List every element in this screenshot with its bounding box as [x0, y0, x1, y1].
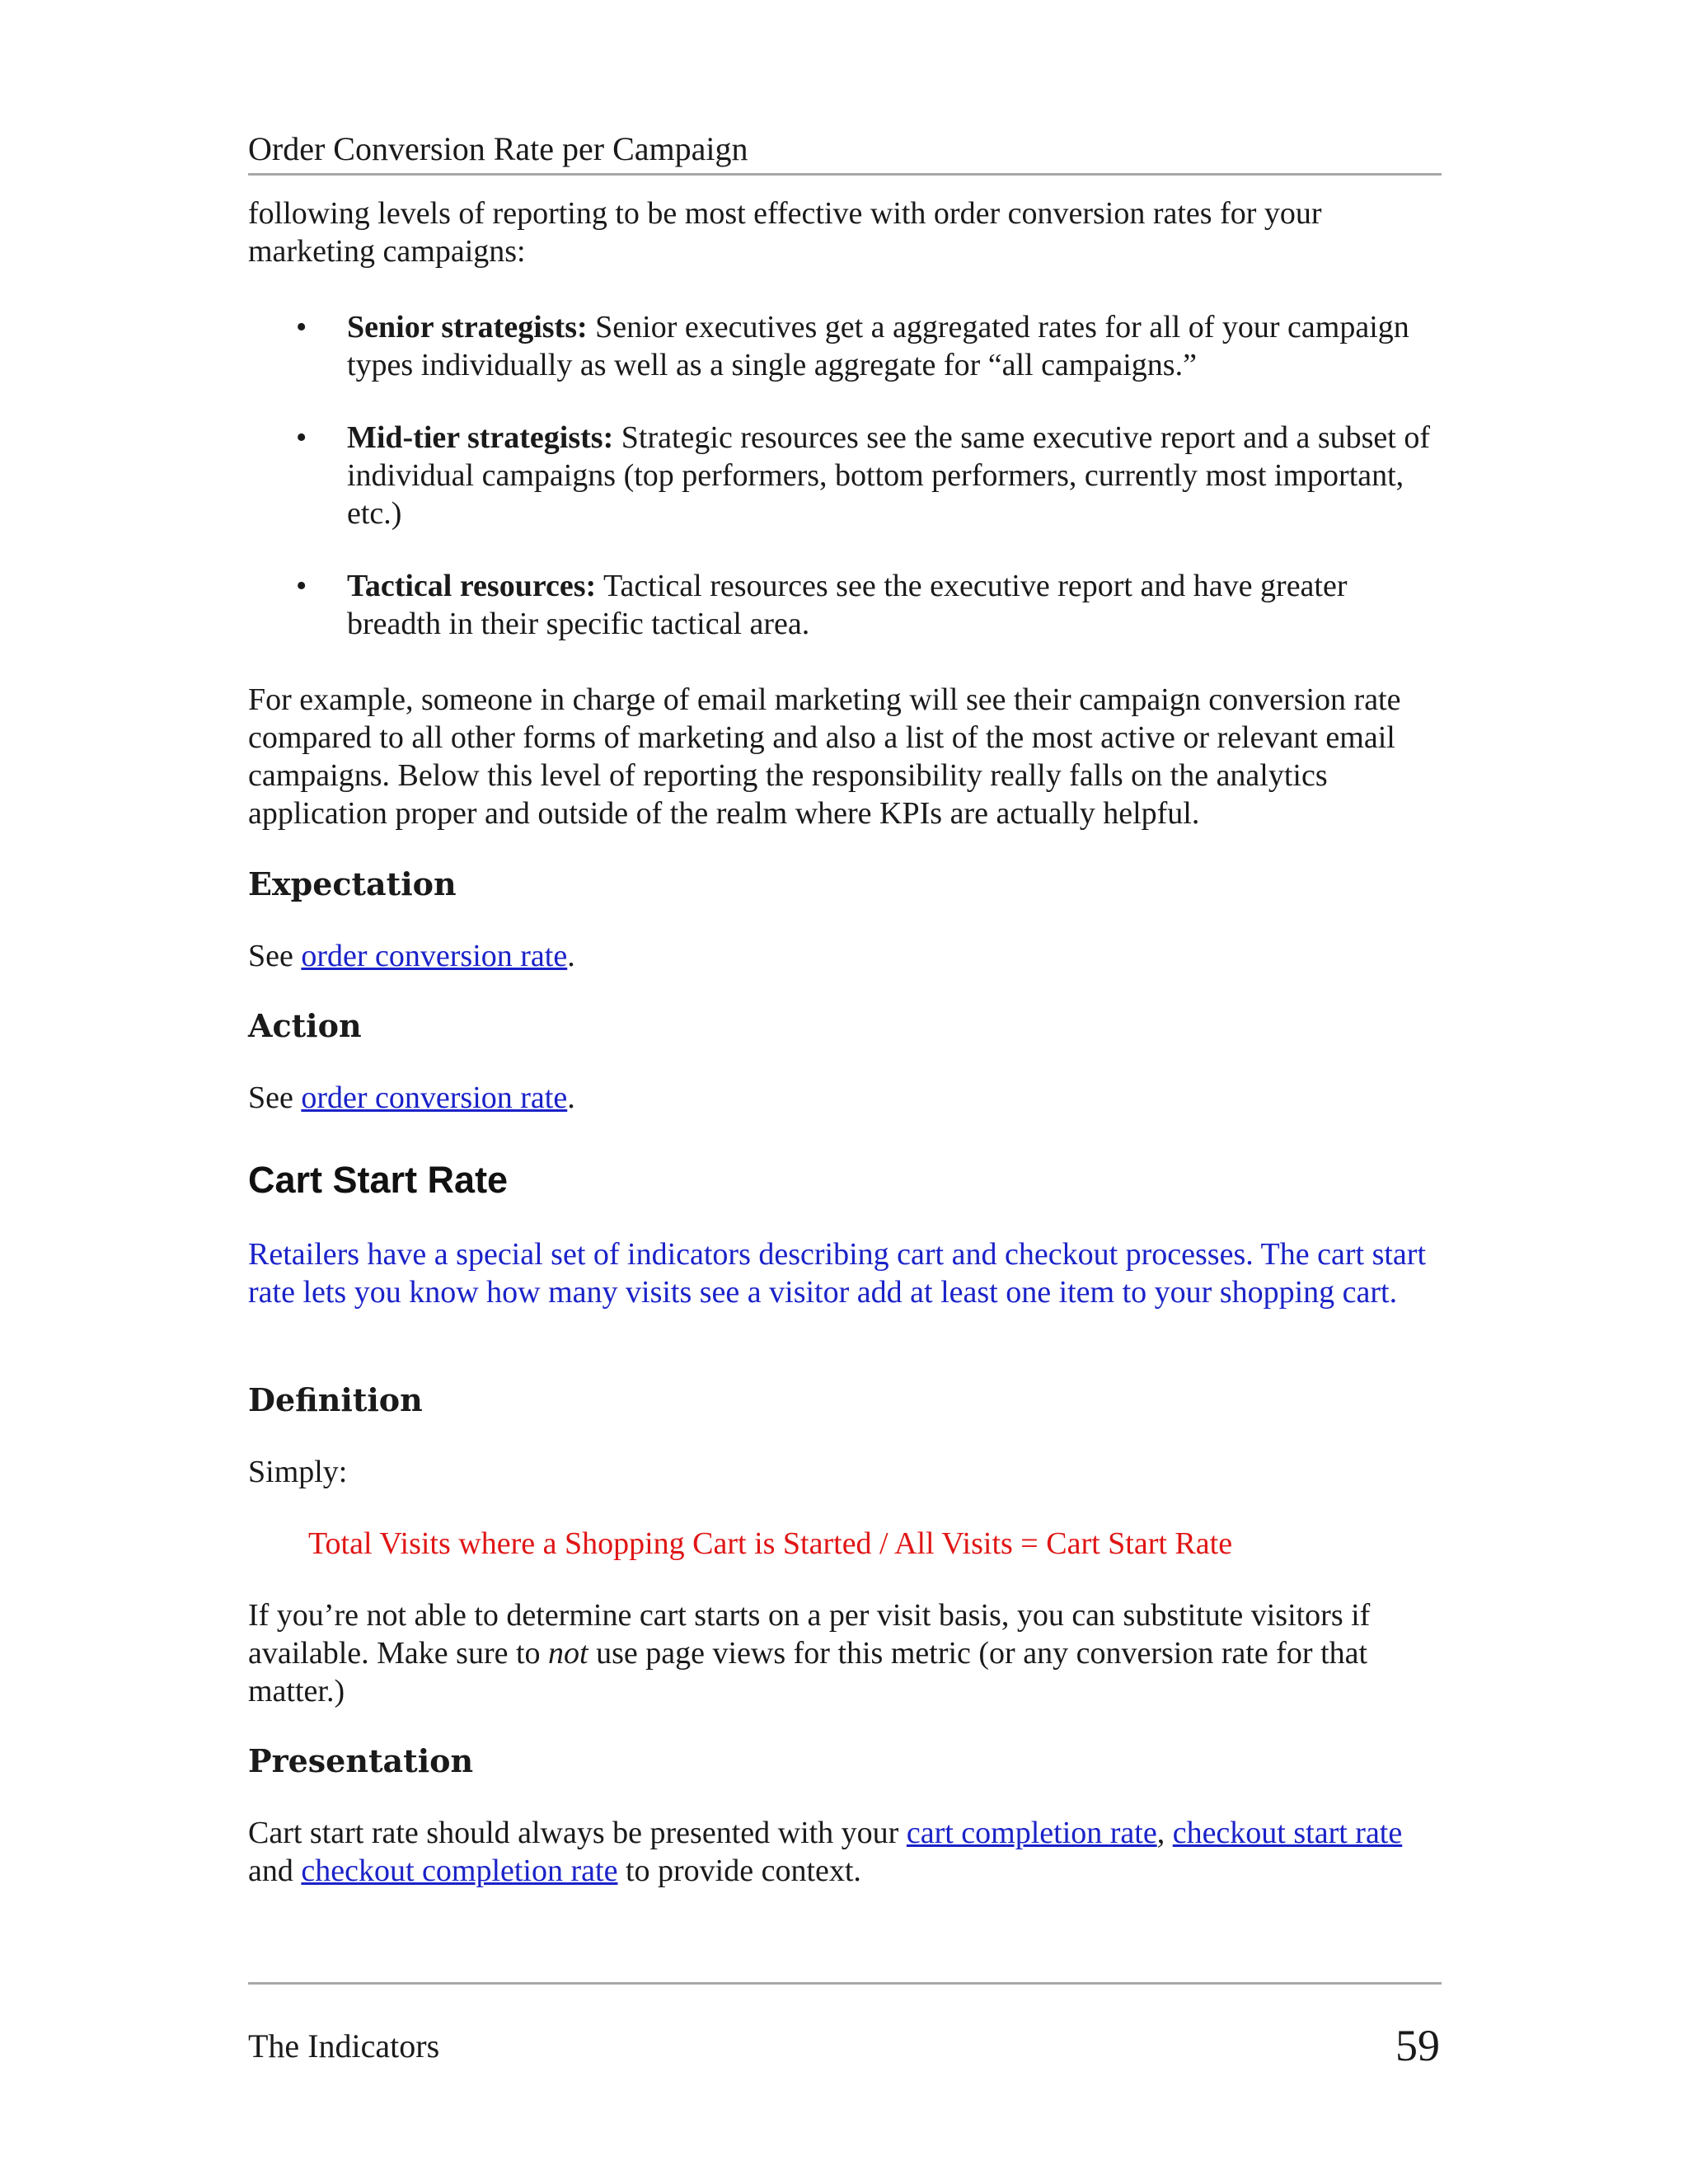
presentation-text: to provide context.	[617, 1854, 861, 1888]
page-number: 59	[1395, 2021, 1440, 2070]
footer-rule	[248, 1982, 1442, 1985]
intro-text: following levels of reporting to be most effective with order conversion rates for your marketing campaigns:	[248, 196, 1322, 269]
list-item-text: Strategic resources see the same executive report and a subset of individual campaigns (top performers, bottom performers, currently most important, etc.)	[347, 420, 1431, 531]
cart-intro-paragraph	[248, 1235, 1442, 1311]
presentation-text: and	[248, 1854, 302, 1888]
order-conversion-rate-link[interactable]: order conversion rate	[301, 939, 568, 973]
list-item-term: Tactical resources:	[347, 569, 597, 603]
presentation-paragraph	[248, 1814, 1442, 1890]
list-item	[248, 419, 1442, 532]
example-text: For example, someone in charge of email marketing will see their campaign conversion rate compared to all other forms of marketing and also a list of the most active or relevant email campaigns. Below this level of reporting the responsibility really falls on the analytics application proper and outside of the realm where KPIs are actually helpful.	[248, 682, 1401, 831]
action-suffix: .	[567, 1080, 575, 1115]
running-header: Order Conversion Rate per Campaign	[248, 127, 1442, 176]
expectation-prefix: See	[248, 939, 302, 973]
list-item-term: Mid-tier strategists:	[347, 420, 614, 455]
list-item-term: Senior strategists:	[347, 310, 588, 344]
note-text: use page views for this metric (or any conversion rate for that matter.)	[248, 1636, 1368, 1708]
action-heading: Action	[248, 1007, 362, 1044]
action-body	[248, 1079, 1442, 1117]
presentation-heading: Presentation	[248, 1742, 474, 1779]
definition-section	[248, 1381, 1442, 1419]
order-conversion-rate-link[interactable]: order conversion rate	[301, 1080, 568, 1115]
list-item-text: Tactical resources see the executive report and have greater breadth in their specific tactical area.	[347, 569, 1348, 641]
expectation-suffix: .	[567, 939, 575, 973]
example-paragraph	[248, 681, 1442, 832]
definition-heading: Definition	[248, 1381, 423, 1418]
expectation-heading: Expectation	[248, 865, 457, 902]
expectation-section	[248, 865, 1442, 903]
bullet-icon: •	[296, 420, 307, 455]
cart-intro-text: Retailers have a special set of indicators describing cart and checkout processes. The cart start rate lets you know how many visits see a visitor add at least one item to your shopping cart.	[248, 1237, 1427, 1310]
simply-paragraph	[248, 1453, 1442, 1491]
checkout-start-rate-link[interactable]: checkout start rate	[1172, 1816, 1403, 1850]
action-prefix: See	[248, 1080, 302, 1115]
formula-paragraph	[248, 1525, 1442, 1563]
list-item	[248, 308, 1442, 384]
list-item-text: Senior executives get a aggregated rates for all of your campaign types individually as well as a single aggregate for “all campaigns.”	[347, 310, 1409, 382]
note-text: If you’re not able to determine cart starts on a per visit basis, you can substitute visitors if available. Make sure to	[248, 1598, 1371, 1671]
bullet-icon: •	[296, 310, 307, 344]
presentation-text: Cart start rate should always be presented with your	[248, 1816, 907, 1850]
reporting-levels-list	[248, 308, 1442, 643]
note-paragraph	[248, 1596, 1442, 1710]
section-title: Cart Start Rate	[248, 1159, 509, 1201]
list-item	[248, 567, 1442, 643]
bullet-icon: •	[296, 569, 307, 603]
note-emphasis: not	[548, 1636, 588, 1671]
cart-start-rate-section	[248, 1158, 1442, 1202]
cart-completion-rate-link[interactable]: cart completion rate	[906, 1816, 1157, 1850]
action-section	[248, 1007, 1442, 1045]
footer-section-name: The Indicators	[248, 2027, 440, 2064]
checkout-completion-rate-link[interactable]: checkout completion rate	[301, 1854, 618, 1888]
expectation-body	[248, 937, 1442, 975]
intro-paragraph	[248, 194, 1442, 270]
simply-text: Simply:	[248, 1455, 348, 1489]
presentation-section	[248, 1742, 1442, 1780]
formula-text: Total Visits where a Shopping Cart is Started / All Visits = Cart Start Rate	[308, 1526, 1233, 1561]
presentation-text: ,	[1156, 1816, 1173, 1850]
